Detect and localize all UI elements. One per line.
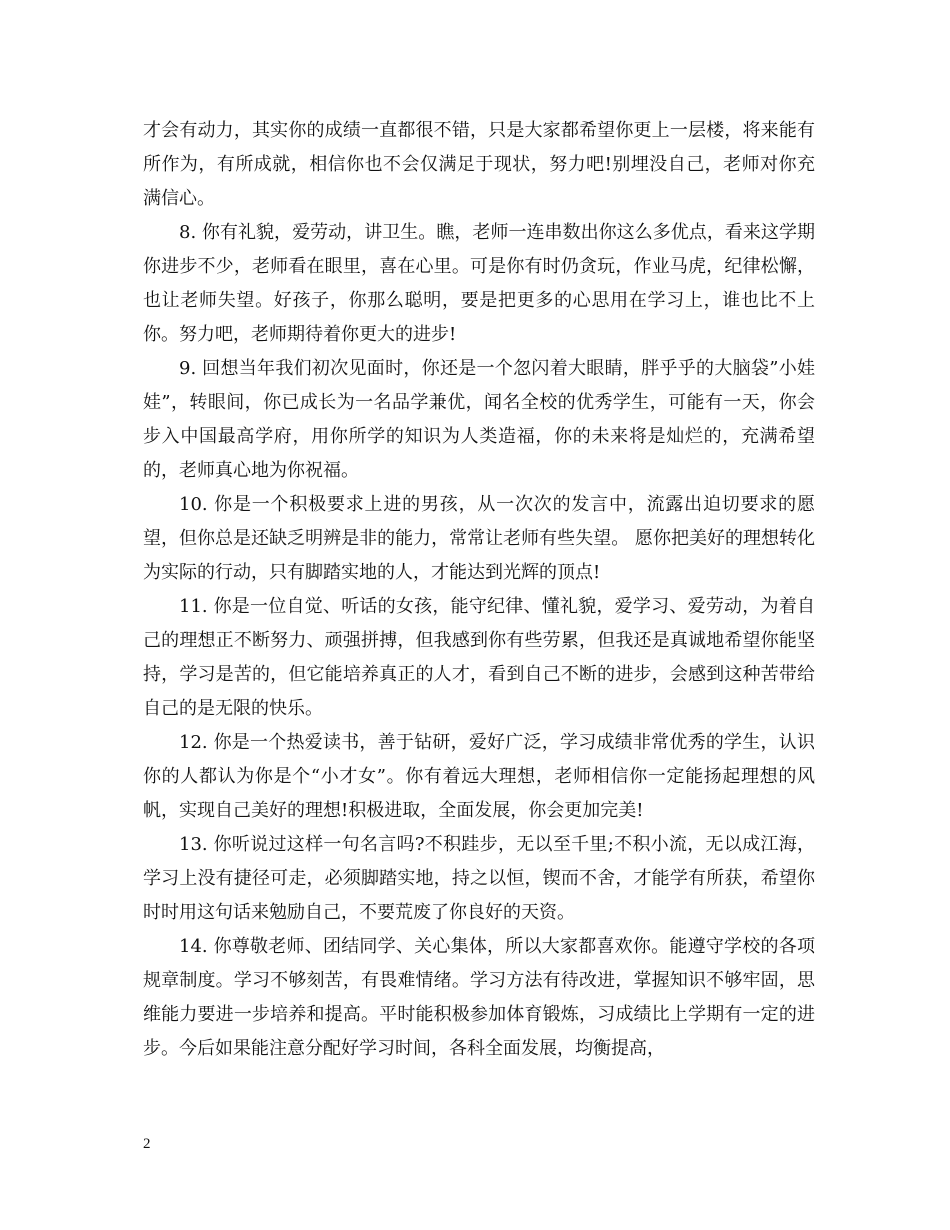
paragraph-item-14: 14. 你尊敬老师、团结同学、关心集体，所以大家都喜欢你。能遵守学校的各项规章制度。学习不够刻苦，有畏难情绪。学习方法有待改进，掌握知识不够牢固，思维能力要进一步培养和提高。平时能积极参加体育锻炼，习成绩比上学期有一定的进步。今后如果能注意分配好学习时间，各科全面发展，均衡提高，: [143, 936, 815, 1059]
paragraph-item-9: 9. 回想当年我们初次见面时，你还是一个忽闪着大眼睛，胖乎乎的大脑袋”小娃娃”，转眼间，你已成长为一名品学兼优，闻名全校的优秀学生，可能有一天，你会步入中国最高学府，用你所学的知识为人类造福，你的未来将是灿烂的，充满希望的，老师真心地为你祝福。: [143, 358, 815, 481]
paragraph-item-8: 8. 你有礼貌，爱劳动，讲卫生。瞧，老师一连串数出你这么多优点，看来这学期你进步不少，老师看在眼里，喜在心里。可是你有时仍贪玩，作业马虎，纪律松懈，也让老师失望。好孩子，你那么聪明，要是把更多的心思用在学习上，谁也比不上你。努力吧，老师期待着你更大的进步!: [143, 222, 815, 345]
paragraph-continuation: 才会有动力，其实你的成绩一直都很不错，只是大家都希望你更上一层楼，将来能有所作为，有所成就，相信你也不会仅满足于现状，努力吧!别埋没自己，老师对你充满信心。: [143, 120, 815, 209]
body-text: [143, 114, 815, 1066]
paragraph-item-12: 12. 你是一个热爱读书，善于钻研，爱好广泛，学习成绩非常优秀的学生，认识你的人都认为你是个“小才女”。你有着远大理想，老师相信你一定能扬起理想的风帆，实现自己美好的理想!积极进取，全面发展，你会更加完美!: [143, 732, 815, 821]
page-number: 2: [143, 1136, 151, 1152]
paragraph-item-11: 11. 你是一位自觉、听话的女孩，能守纪律、懂礼貌，爱学习、爱劳动，为着自己的理想正不断努力、顽强拼搏，但我感到你有些劳累，但我还是真诚地希望你能坚持，学习是苦的，但它能培养真正的人才，看到自己不断的进步，会感到这种苦带给自己的是无限的快乐。: [143, 596, 815, 719]
paragraph-item-13: 13. 你听说过这样一句名言吗?不积跬步，无以至千里;不积小流，无以成江海，学习上没有捷径可走，必须脚踏实地，持之以恒，锲而不舍，才能学有所获，希望你时时用这句话来勉励自己，不要荒废了你良好的天资。: [143, 834, 815, 923]
paragraph-item-10: 10. 你是一个积极要求上进的男孩，从一次次的发言中，流露出迫切要求的愿望，但你总是还缺乏明辨是非的能力，常常让老师有些失望。 愿你把美好的理想转化为实际的行动，只有脚踏实地的人，才能达到光辉的顶点!: [143, 494, 815, 583]
